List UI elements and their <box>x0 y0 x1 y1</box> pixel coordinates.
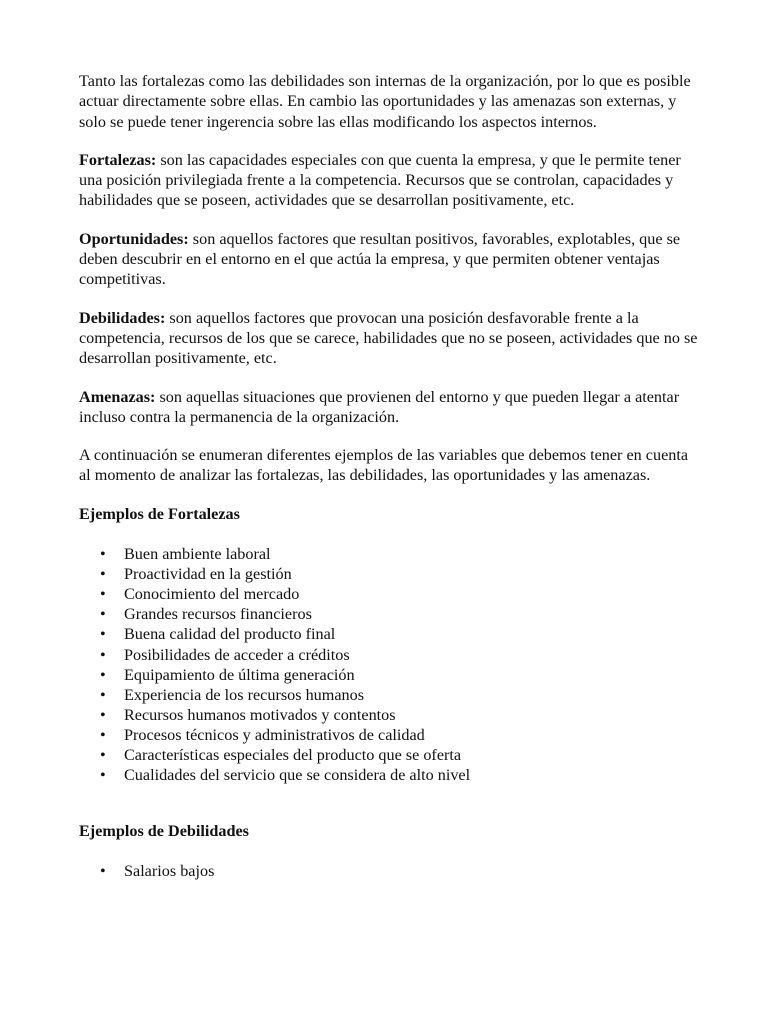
bullet-icon: • <box>100 685 106 704</box>
bullet-icon: • <box>100 862 106 881</box>
definition-debilidades <box>79 308 699 369</box>
list-item-label: Conocimiento del mercado <box>124 585 300 604</box>
list-item-label: Buen ambiente laboral <box>124 545 271 564</box>
bullet-icon: • <box>100 545 106 564</box>
fortalezas-list <box>79 544 699 785</box>
list-item-label: Grandes recursos financieros <box>124 605 312 624</box>
definition-term: Amenazas: <box>79 387 156 406</box>
definition-text: son las capacidades especiales con que cuenta la empresa, y que le permite tener una posición privilegiada frente a la competencia. Recursos que se controlan, capacidades y habilidades que se poseen, actividades que se desarrollan positivamente, etc. <box>79 150 681 210</box>
list-item <box>79 765 699 785</box>
list-item-label: Posibilidades de acceder a créditos <box>124 645 350 664</box>
list-item <box>79 665 699 685</box>
definition-term: Fortalezas: <box>79 150 157 169</box>
intro-paragraph: Tanto las fortalezas como las debilidades son internas de la organización, por lo que es posible actuar directamente sobre ellas. En cambio las oportunidades y las amenazas son externas, y solo se puede tener ingerencia sobre las ellas modificando los aspectos internos. <box>79 72 691 131</box>
list-item-label: Equipamiento de última generación <box>124 665 355 684</box>
bullet-icon: • <box>100 605 106 624</box>
bullet-icon: • <box>100 645 106 664</box>
list-item-label: Experiencia de los recursos humanos <box>124 685 365 704</box>
definition-oportunidades <box>79 229 699 290</box>
document-page <box>79 71 699 900</box>
bullet-icon: • <box>100 766 106 785</box>
list-item-label: Procesos técnicos y administrativos de calidad <box>124 725 425 744</box>
list-item <box>79 861 699 881</box>
list-item <box>79 745 699 765</box>
list-item <box>79 705 699 725</box>
bullet-icon: • <box>100 705 106 724</box>
list-item-label: Características especiales del producto que se oferta <box>124 745 462 764</box>
definition-text: son aquellos factores que provocan una posición desfavorable frente a la competencia, recursos de los que se carece, habilidades que no se poseen, actividades que no se desarrollan positivamente, etc. <box>79 308 698 368</box>
list-item-label: Cualidades del servicio que se considera de alto nivel <box>124 766 471 785</box>
definition-fortalezas <box>79 150 699 211</box>
list-item <box>79 645 699 665</box>
list-item <box>79 624 699 644</box>
list-item <box>79 564 699 584</box>
list-item-label: Proactividad en la gestión <box>124 565 292 584</box>
definition-term: Debilidades: <box>79 308 166 327</box>
list-item <box>79 584 699 604</box>
debilidades-list <box>79 861 699 881</box>
definition-term: Oportunidades: <box>79 229 189 248</box>
list-item <box>79 604 699 624</box>
bullet-icon: • <box>100 585 106 604</box>
spacer <box>79 803 699 821</box>
bullet-icon: • <box>100 745 106 764</box>
list-item <box>79 544 699 564</box>
list-item-label: Recursos humanos motivados y contentos <box>124 705 396 724</box>
bullet-icon: • <box>100 625 106 644</box>
list-item-label: Buena calidad del producto final <box>124 625 336 644</box>
list-item <box>79 685 699 705</box>
bullet-icon: • <box>100 565 106 584</box>
debilidades-heading: Ejemplos de Debilidades <box>79 822 249 841</box>
definition-text: son aquellos factores que resultan positivos, favorables, explotables, que se deben descubrir en el entorno en el que actúa la empresa, y que permiten obtener ventajas competitivas. <box>79 229 681 289</box>
definition-text: son aquellas situaciones que provienen del entorno y que pueden llegar a atentar incluso contra la permanencia de la organización. <box>79 387 680 426</box>
continuation-paragraph: A continuación se enumeran diferentes ejemplos de las variables que debemos tener en cuenta al momento de analizar las fortalezas, las debilidades, las oportunidades y las amenazas. <box>79 446 689 485</box>
list-item-label: Salarios bajos <box>124 862 215 881</box>
bullet-icon: • <box>100 665 106 684</box>
fortalezas-heading: Ejemplos de Fortalezas <box>79 504 240 523</box>
bullet-icon: • <box>100 725 106 744</box>
list-item <box>79 725 699 745</box>
definition-amenazas <box>79 387 699 428</box>
